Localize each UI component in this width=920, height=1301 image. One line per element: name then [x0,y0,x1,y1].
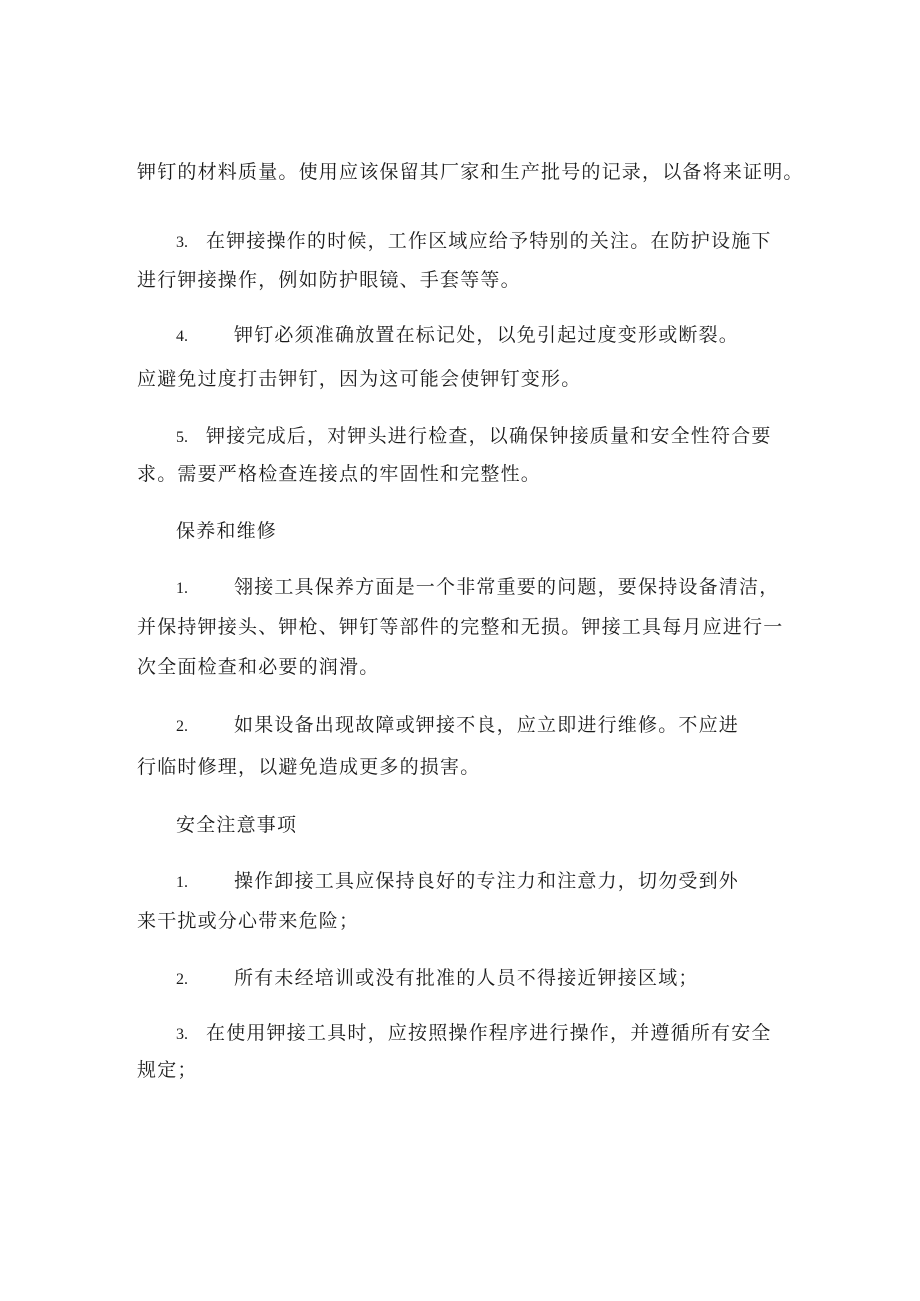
list-item-text: 操作卸接工具应保持良好的专注力和注意力，切勿受到外 [234,870,740,892]
list-item-line: 次全面检查和必要的润滑。 [137,656,380,678]
list-number: 4. [176,328,188,345]
list-item-line [176,575,779,601]
list-item-text: 钾钉必须准确放置在标记处，以免引起过度变形或断裂。 [234,324,740,346]
list-number: 1. [176,580,188,597]
list-item-line: 来干扰或分心带来危险； [137,910,360,932]
list-item-line [176,229,772,255]
list-item-line: 进行钾接操作，例如防护眼镜、手套等等。 [137,269,521,291]
list-item-line [176,1021,772,1047]
list-number: 3. [176,1026,188,1043]
list-item-text: 翎接工具保养方面是一个非常重要的问题，要保持设备清洁， [234,576,780,598]
list-item-line: 规定； [137,1059,198,1081]
list-item-line [176,869,739,895]
list-number: 2. [176,718,188,735]
section-heading: 安全注意事项 [176,814,298,836]
list-item-line: 并保持钾接头、钾枪、钾钉等部件的完整和无损。钾接工具每月应进行一 [137,616,784,638]
list-number: 5. [176,429,188,446]
list-item-line: 求。需要严格检查连接点的牢固性和完整性。 [137,463,542,485]
list-item-text: 钾接完成后，对钾头进行检查，以确保钟接质量和安全性符合要 [206,425,772,447]
list-item-line: 应避免过度打击钾钉，因为这可能会使钾钉变形。 [137,368,582,390]
list-item-text: 在使用钾接工具时，应按照操作程序进行操作，并遵循所有安全 [206,1022,772,1044]
list-item-line [176,713,739,739]
list-item-line [176,966,699,992]
list-number: 2. [176,971,188,988]
list-number: 3. [176,234,188,251]
list-item-line [176,323,739,349]
list-item-line [176,424,772,450]
list-item-text: 在钾接操作的时候，工作区域应给予特别的关注。在防护设施下 [206,230,772,252]
list-item-line: 行临时修理，以避免造成更多的损害。 [137,756,481,778]
list-item-text: 如果设备出现故障或钾接不良，应立即进行维修。不应进 [234,714,740,736]
list-item-text: 所有未经培训或没有批准的人员不得接近钾接区域； [234,967,699,989]
section-heading: 保养和维修 [176,520,278,542]
paragraph-line: 钾钉的材料质量。使用应该保留其厂家和生产批号的记录，以备将来证明。 [137,161,804,183]
list-number: 1. [176,874,188,891]
